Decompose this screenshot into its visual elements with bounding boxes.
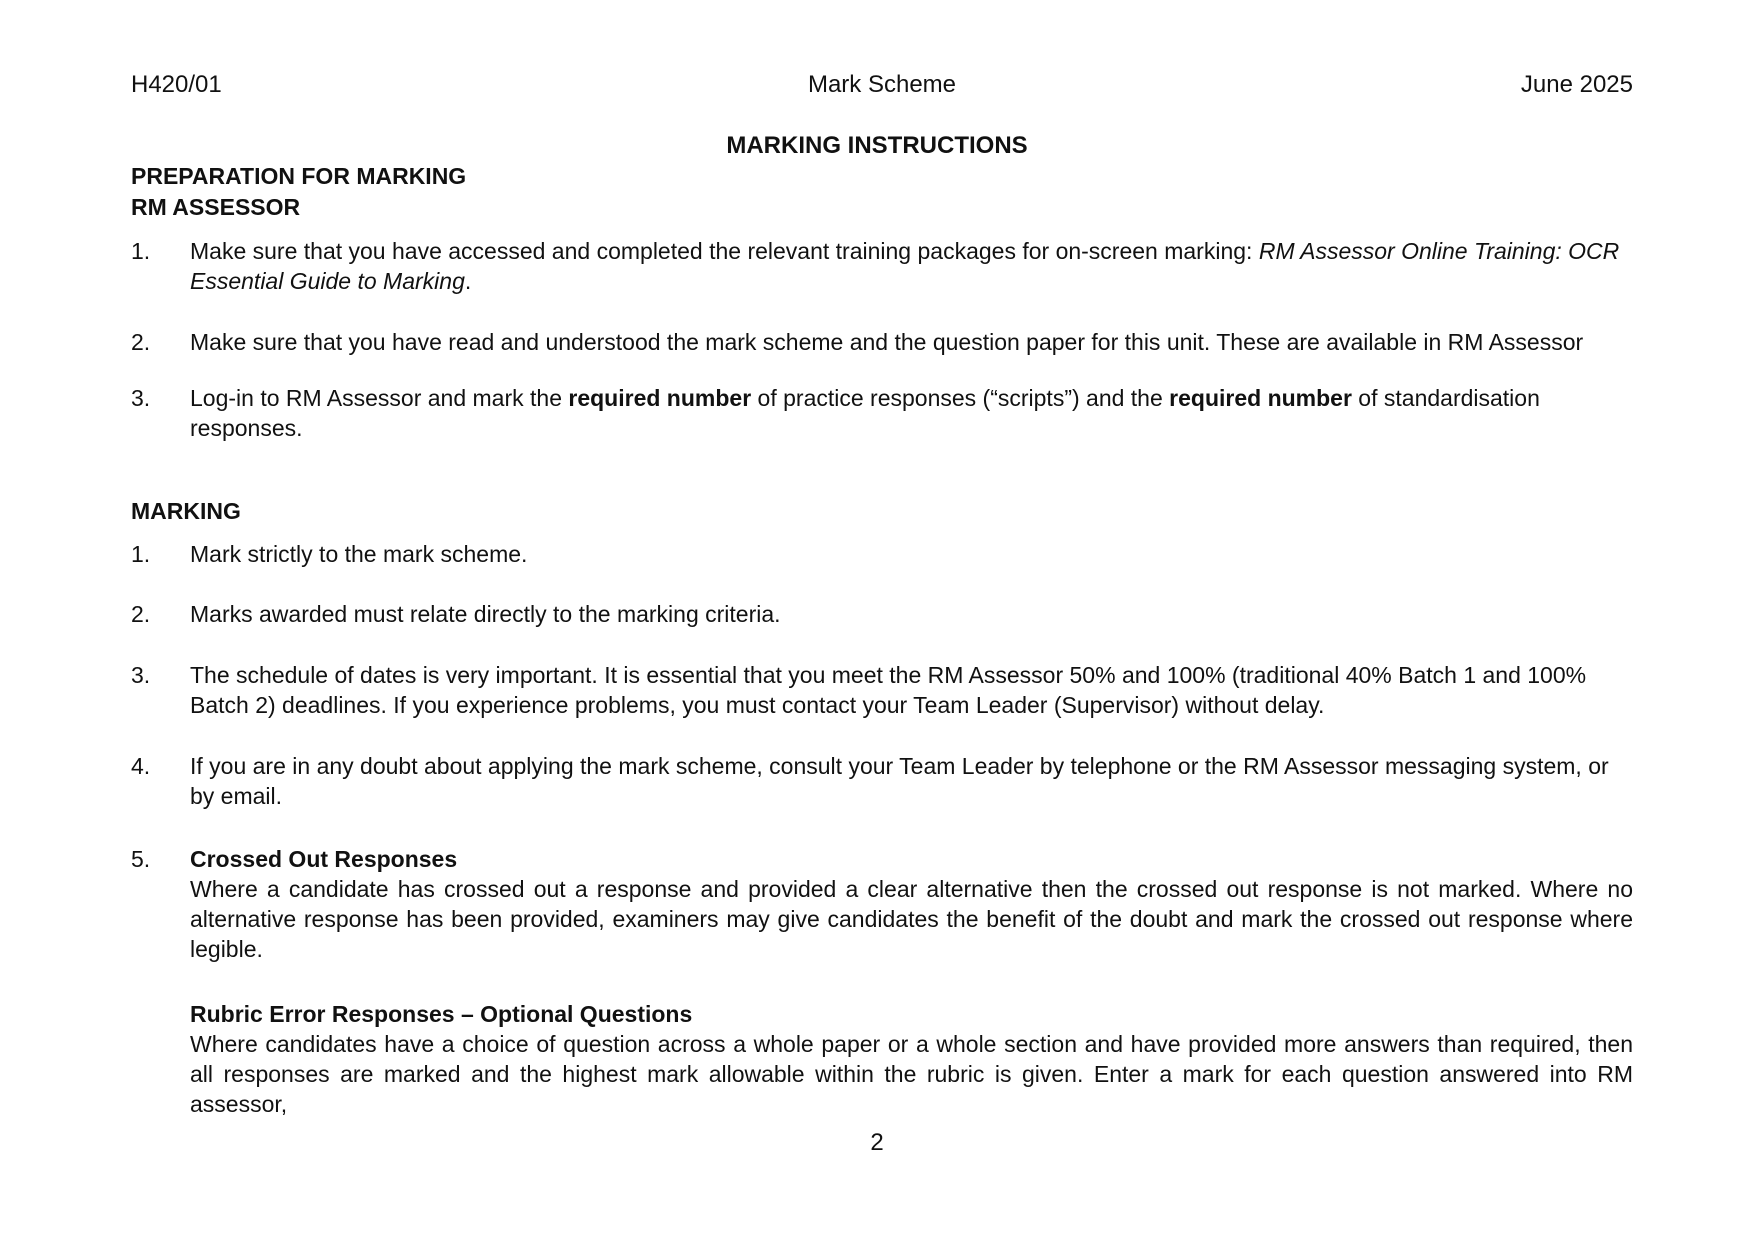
marking-item-3 (131, 660, 1633, 720)
crossed-out-text: Where a candidate has crossed out a response and provided a clear alternative then the crossed out response is not marked. Where no alternative response has been provided, examiners may give candidates the benefit of the doubt and mark the crossed out response where legible. (190, 876, 1633, 962)
crossed-out-subheading: Crossed Out Responses (190, 846, 458, 872)
page-title: MARKING INSTRUCTIONS (726, 132, 1028, 159)
item-number: 1. (131, 541, 151, 567)
marking-item-4 (131, 751, 1633, 811)
marking-item-1 (131, 539, 1633, 569)
preparation-item-3 (131, 383, 1633, 443)
page-number: 2 (870, 1129, 884, 1156)
item-text: Mark strictly to the mark scheme. (190, 541, 528, 567)
item-text: Make sure that you have accessed and completed the relevant training packages for on-screen marking: RM Assessor Online Training: OCR Essential Guide to Marking. (190, 238, 1620, 294)
training-title: RM Assessor Online Training: OCR Essential Guide to Marking (190, 238, 1620, 294)
preparation-item-2 (131, 327, 1633, 357)
rubric-error-subheading: Rubric Error Responses – Optional Questions (190, 1001, 693, 1027)
item-text: The schedule of dates is very important. It is essential that you meet the RM Assessor 50% and 100% (traditional 40% Batch 1 and 100% Batch 2) deadlines. If you experience problems, you must contact your Team Leader (Supervisor) without delay. (190, 662, 1587, 718)
item-text: Log-in to RM Assessor and mark the required number of practice responses (“scripts”) and the required number of standardisation responses. (190, 385, 1540, 441)
item-number: 5. (131, 846, 151, 872)
marking-heading: MARKING (131, 498, 241, 524)
page-header (131, 70, 1633, 102)
document-type: Mark Scheme (807, 71, 957, 98)
item-number: 3. (131, 662, 151, 688)
rubric-error-text: Where candidates have a choice of question across a whole paper or a whole section and have provided more answers than required, then all responses are marked and the highest mark allowable within the rubric is given. Enter a mark for each question answered into RM assessor, (190, 1031, 1633, 1117)
item-text: If you are in any doubt about applying the mark scheme, consult your Team Leader by telephone or the RM Assessor messaging system, or by email. (190, 753, 1609, 809)
item-number: 1. (131, 238, 151, 264)
item-number: 2. (131, 329, 151, 355)
rm-assessor-heading: RM ASSESSOR (131, 194, 301, 220)
exam-date: June 2025 (1520, 71, 1633, 98)
item-number: 3. (131, 385, 151, 411)
rubric-error-section (190, 999, 1633, 1119)
preparation-item-1 (131, 236, 1633, 296)
item-number: 2. (131, 601, 151, 627)
preparation-heading: PREPARATION FOR MARKING (131, 163, 467, 189)
item-text: Marks awarded must relate directly to the marking criteria. (190, 601, 781, 627)
paper-code: H420/01 (131, 71, 222, 98)
item-number: 4. (131, 753, 151, 779)
marking-item-5 (131, 844, 1633, 964)
marking-item-2 (131, 599, 1633, 629)
item-text: Make sure that you have read and understood the mark scheme and the question paper for this unit. These are available in RM Assessor (190, 329, 1584, 355)
